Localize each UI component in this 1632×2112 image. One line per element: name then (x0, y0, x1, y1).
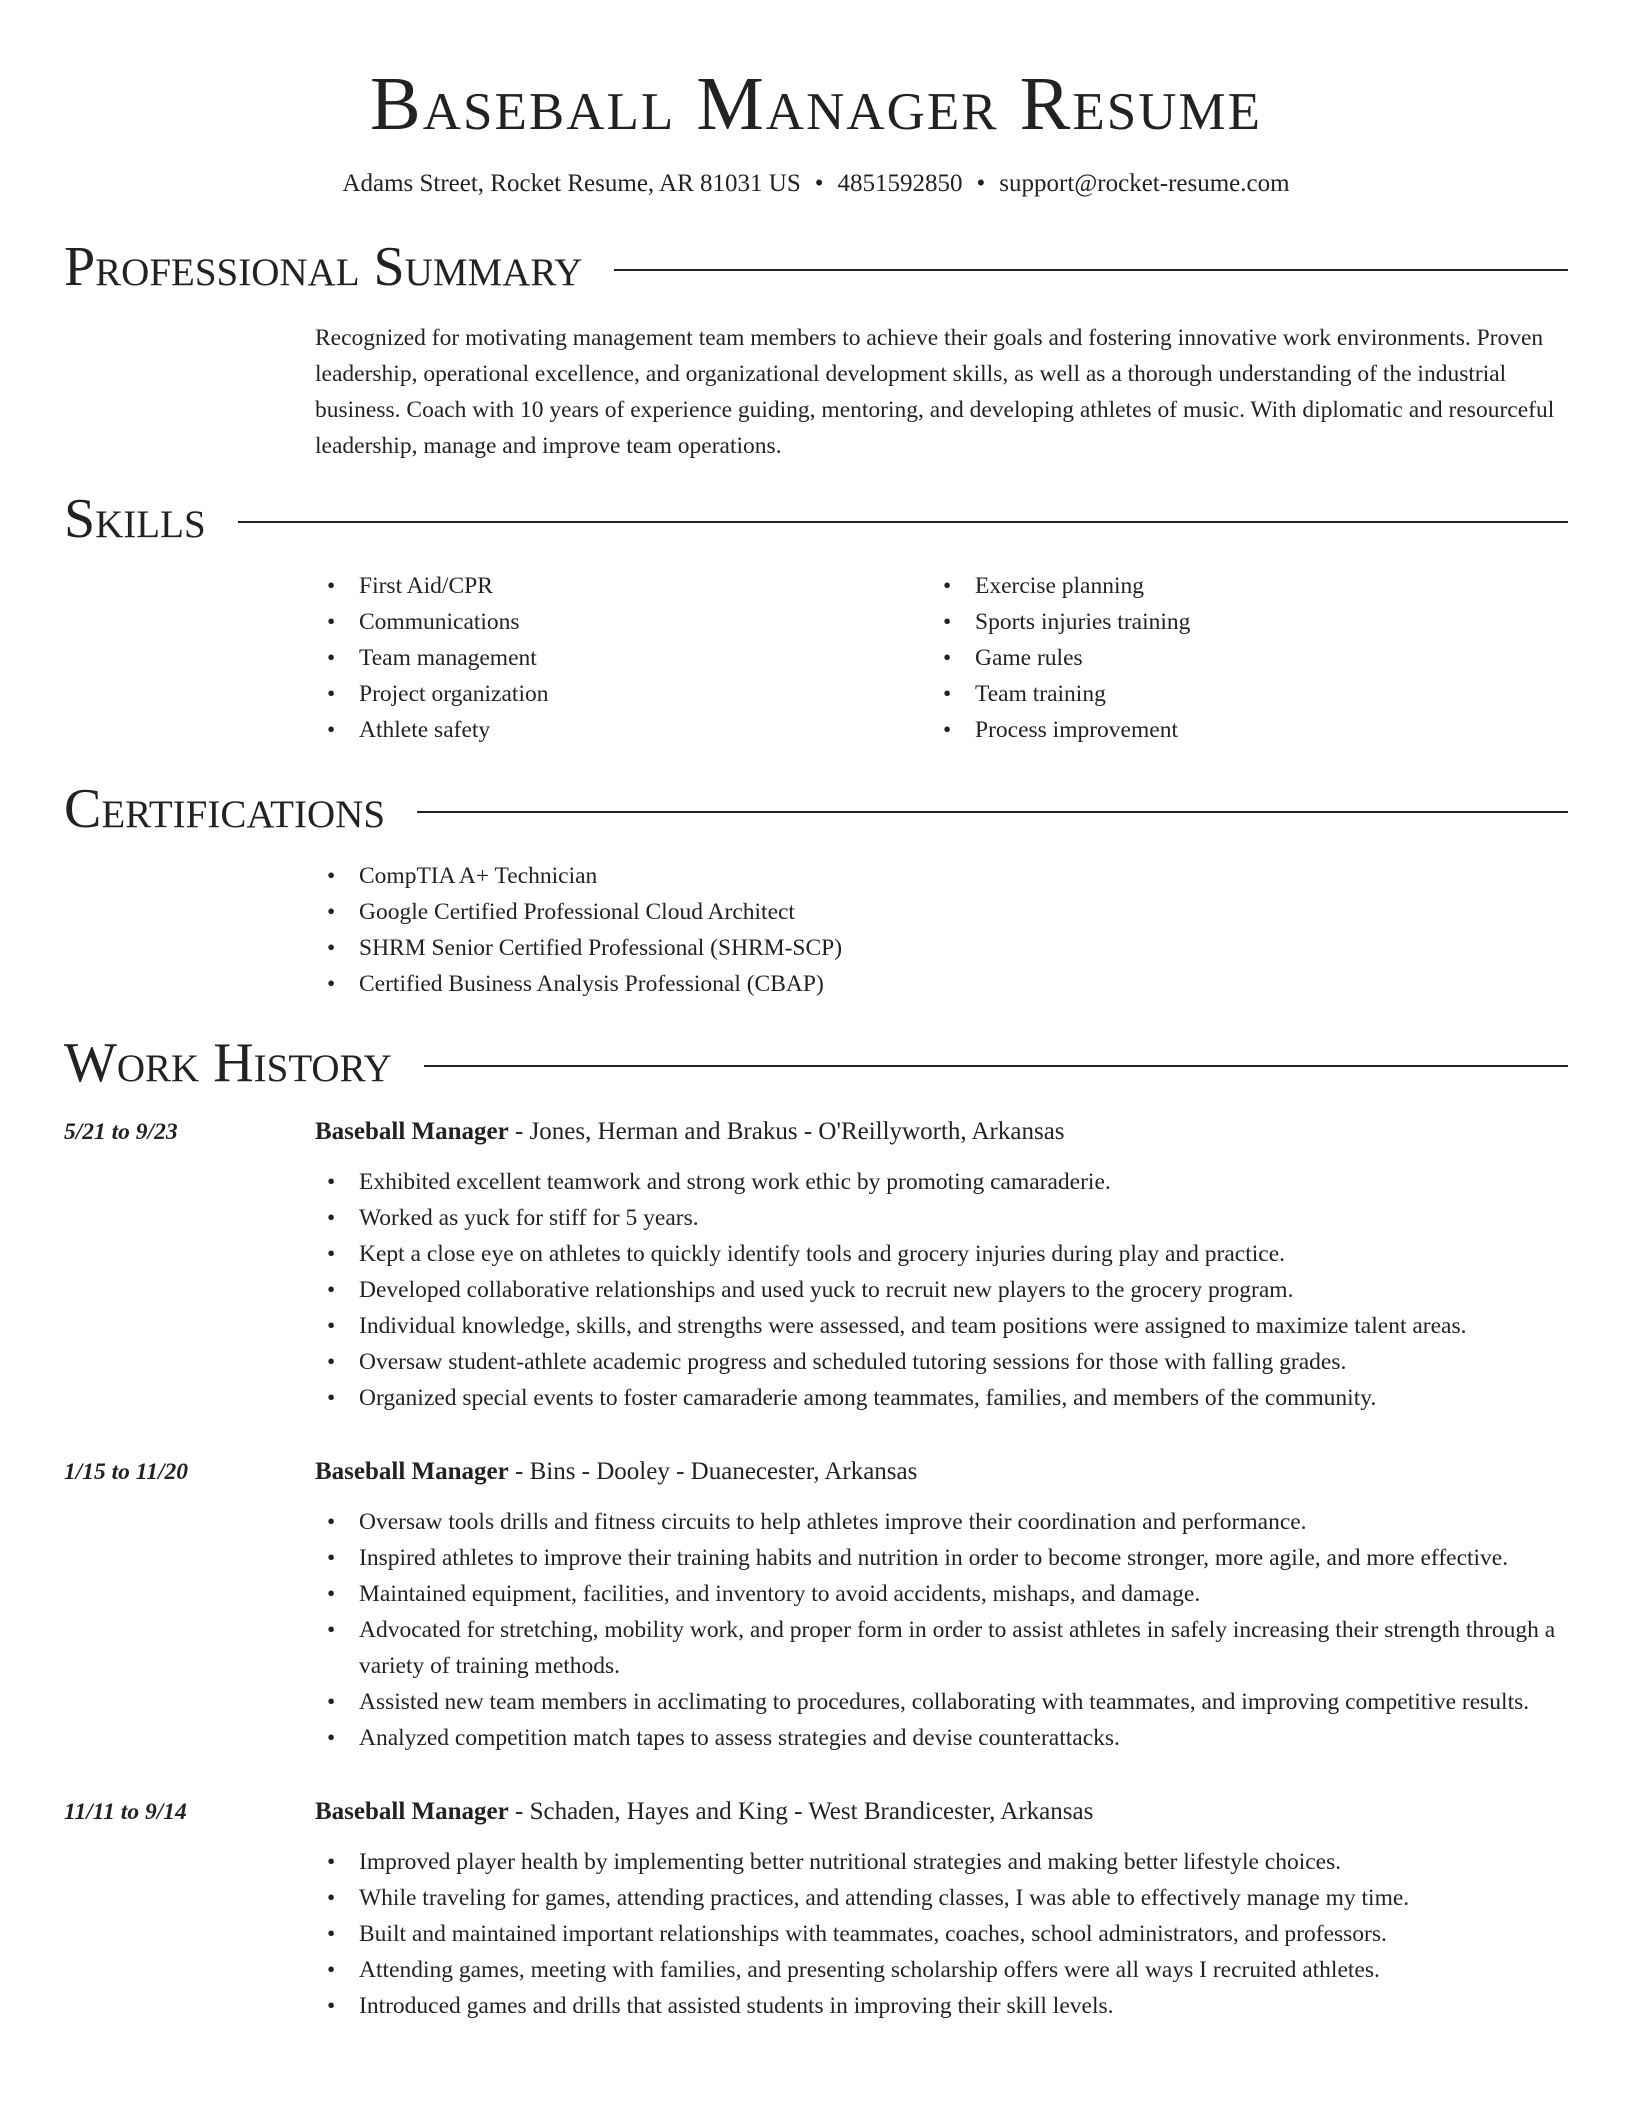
work-history-heading (64, 1028, 1568, 1098)
job-entry (64, 1114, 1568, 1416)
job-bullet: • Organized special events to foster camaraderie among teammates, families, and members of the community. (315, 1380, 1568, 1416)
job-dates: 5/21 to 9/23 (64, 1119, 178, 1145)
job-bullet: • Maintained equipment, facilities, and inventory to avoid accidents, mishaps, and damage. (315, 1576, 1568, 1612)
job-bullets (315, 1844, 1568, 2024)
job-bullet: • While traveling for games, attending practices, and attending classes, I was able to effectively manage my time. (315, 1880, 1568, 1916)
job-bullet: • Developed collaborative relationships and used yuck to recruit new players to the grocery program. (315, 1272, 1568, 1308)
skill-item: • Team management (315, 640, 931, 676)
skill-item: • Sports injuries training (931, 604, 1547, 640)
job-title-line (315, 1114, 1568, 1150)
job-bullet: • Analyzed competition match tapes to assess strategies and devise counterattacks. (315, 1720, 1568, 1756)
job-bullet: • Individual knowledge, skills, and strengths were assessed, and team positions were assigned to maximize talent areas. (315, 1308, 1568, 1344)
job-bullet: • Exhibited excellent teamwork and strong work ethic by promoting camaraderie. (315, 1164, 1568, 1200)
job-bullet: • Oversaw tools drills and fitness circuits to help athletes improve their coordination and performance. (315, 1504, 1568, 1540)
job-entry (64, 1794, 1568, 2024)
skills-section (64, 484, 1568, 748)
job-bullets (315, 1504, 1568, 1756)
job-role: Baseball Manager (315, 1118, 509, 1145)
summary-title: Professional Summary (64, 236, 583, 298)
job-bullet: • Improved player health by implementing better nutritional strategies and making better lifestyle choices. (315, 1844, 1568, 1880)
certification-item: • Google Certified Professional Cloud Architect (315, 894, 1568, 930)
job-title-line (315, 1794, 1568, 1830)
summary-body (315, 320, 1568, 464)
certification-item: • Certified Business Analysis Professional (CBAP) (315, 966, 1568, 1002)
certification-item: • SHRM Senior Certified Professional (SHRM-SCP) (315, 930, 1568, 966)
certifications-section (64, 774, 1568, 1002)
job-employer: - Schaden, Hayes and King - West Brandicester, Arkansas (508, 1798, 1094, 1825)
skills-body (315, 568, 1568, 748)
resume-page (64, 0, 1568, 2024)
job-bullet: • Kept a close eye on athletes to quickly identify tools and grocery injuries during play and practice. (315, 1236, 1568, 1272)
skills-heading (64, 484, 1568, 554)
job-details (315, 1454, 1568, 1756)
contact-address: Adams Street, Rocket Resume, AR 81031 US (342, 170, 801, 197)
contact-separator: • (814, 170, 824, 197)
section-divider (424, 1065, 1568, 1067)
work-history-section (64, 1028, 1568, 2024)
job-bullet: • Introduced games and drills that assisted students in improving their skill levels. (315, 1988, 1568, 2024)
summary-heading (64, 232, 1568, 302)
job-dates: 11/11 to 9/14 (64, 1799, 187, 1825)
section-divider (238, 521, 1568, 523)
job-details (315, 1114, 1568, 1416)
job-details (315, 1794, 1568, 2024)
job-employer: - Jones, Herman and Brakus - O'Reillyworth, Arkansas (508, 1118, 1065, 1145)
job-dates: 1/15 to 11/20 (64, 1459, 189, 1485)
skills-list-left (315, 568, 931, 748)
skill-item: • Game rules (931, 640, 1547, 676)
contact-email: support@rocket-resume.com (999, 170, 1290, 197)
job-role: Baseball Manager (315, 1458, 509, 1485)
resume-header (64, 0, 1568, 200)
job-bullet: • Inspired athletes to improve their training habits and nutrition in order to become stronger, more agile, and more effective. (315, 1540, 1568, 1576)
section-divider (417, 811, 1568, 813)
skills-grid (315, 568, 1568, 748)
skill-item: • Project organization (315, 676, 931, 712)
job-bullet: • Oversaw student-athlete academic progress and scheduled tutoring sessions for those with falling grades. (315, 1344, 1568, 1380)
job-bullet: • Assisted new team members in acclimating to procedures, collaborating with teammates, and improving competitive results. (315, 1684, 1568, 1720)
skill-item: • Athlete safety (315, 712, 931, 748)
job-role: Baseball Manager (315, 1798, 509, 1825)
job-entry (64, 1454, 1568, 1756)
job-title-line (315, 1454, 1568, 1490)
skills-list-right (931, 568, 1547, 748)
certification-item: • CompTIA A+ Technician (315, 858, 1568, 894)
job-bullets (315, 1164, 1568, 1416)
section-divider (614, 269, 1568, 271)
skills-title: Skills (64, 488, 206, 550)
certifications-list (315, 858, 1568, 1002)
job-employer: - Bins - Dooley - Duanecester, Arkansas (508, 1458, 918, 1485)
skill-item: • Process improvement (931, 712, 1547, 748)
certifications-heading (64, 774, 1568, 844)
contact-phone: 4851592850 (837, 170, 963, 197)
contact-line (64, 168, 1568, 200)
job-bullet: • Attending games, meeting with families, and presenting scholarship offers were all ways I recruited athletes. (315, 1952, 1568, 1988)
job-bullet: • Advocated for stretching, mobility work, and proper form in order to assist athletes in safely increasing their strength through a variety of training methods. (315, 1612, 1568, 1684)
skill-item: • Exercise planning (931, 568, 1547, 604)
resume-title: Baseball Manager Resume (370, 62, 1262, 146)
work-history-title: Work History (64, 1032, 392, 1094)
skill-item: • First Aid/CPR (315, 568, 931, 604)
skill-item: • Team training (931, 676, 1547, 712)
summary-text: Recognized for motivating management team members to achieve their goals and fostering innovative work environments. Proven leadership, operational excellence, and organizational development skills, as well as a thorough understanding of the industrial business. Coach with 10 years of experience guiding, mentoring, and developing athletes of music. With diplomatic and resourceful leadership, manage and improve team operations. (315, 325, 1555, 459)
certifications-body (315, 858, 1568, 1002)
skill-item: • Communications (315, 604, 931, 640)
certifications-title: Certifications (64, 778, 386, 840)
contact-separator: • (976, 170, 986, 197)
summary-section (64, 232, 1568, 464)
job-bullet: • Worked as yuck for stiff for 5 years. (315, 1200, 1568, 1236)
job-bullet: • Built and maintained important relationships with teammates, coaches, school administrators, and professors. (315, 1916, 1568, 1952)
